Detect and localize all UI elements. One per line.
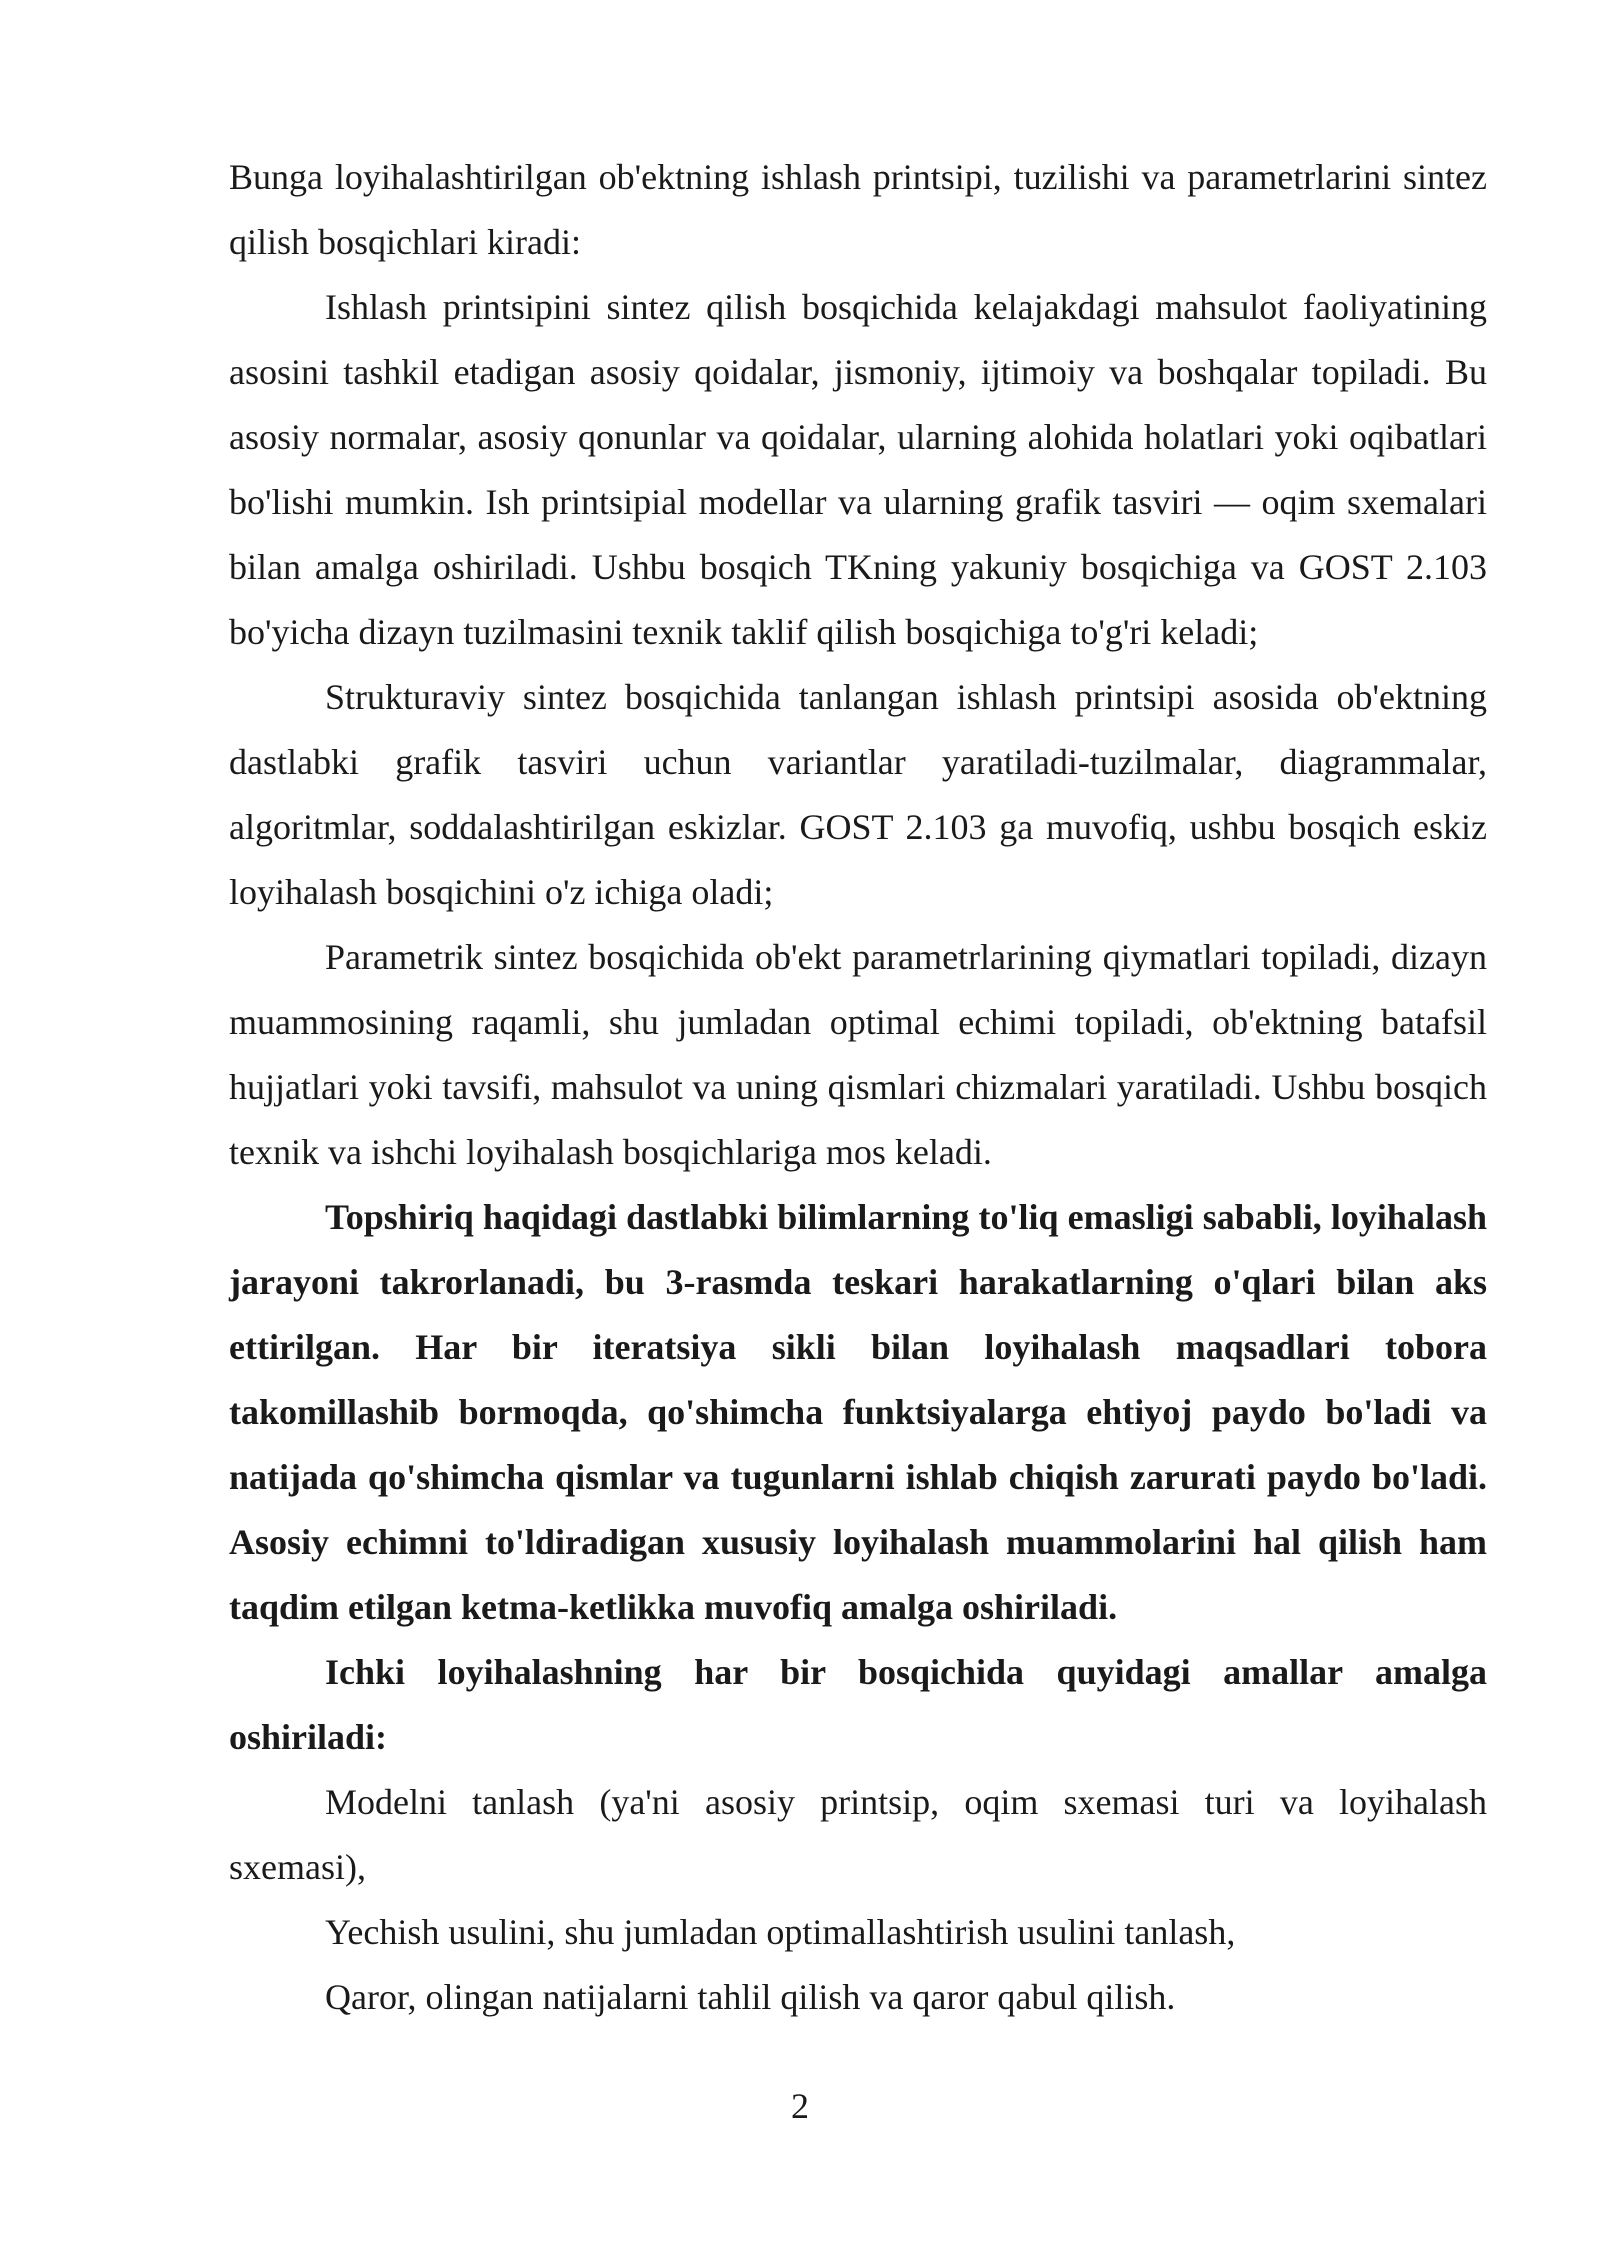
paragraph-intro: Bunga loyihalashtirilgan ob'ektning ishlash printsipi, tuzilishi va parametrlarini sintez qilish bosqichlari kiradi: bbox=[229, 157, 1487, 262]
list-item-method-selection: Yechish usulini, shu jumladan optimallashtirish usulini tanlash, bbox=[325, 1912, 1236, 1952]
paragraph-parametric-synthesis: Parametrik sintez bosqichida ob'ekt parametrlarining qiymatlari topiladi, dizayn muammosining raqamli, shu jumladan optimal echimi topiladi, ob'ektning batafsil hujjatlari yoki tavsifi, mahsulot va uning qismlari chizmalari yaratiladi. Ushbu bosqich texnik va ishchi loyihalash bosqichlariga mos keladi. bbox=[229, 937, 1487, 1172]
page-number: 2 bbox=[791, 2086, 809, 2126]
paragraph-structural-synthesis: Strukturaviy sintez bosqichida tanlangan ishlash printsipi asosida ob'ektning dastlabki grafik tasviri uchun variantlar yaratiladi-tuzilmalar, diagrammalar, algoritmlar, soddalashtirilgan eskizlar. GOST 2.103 ga muvofiq, ushbu bosqich eskiz loyihalash bosqichini o'z ichiga oladi; bbox=[229, 677, 1487, 912]
paragraph-internal-design-heading: Ichki loyihalashning har bir bosqichida quyidagi amallar amalga oshiriladi: bbox=[229, 1652, 1487, 1757]
body-text bbox=[229, 145, 1487, 2030]
list-item-model-selection: Modelni tanlash (ya'ni asosiy printsip, oqim sxemasi turi va loyihalash sxemasi), bbox=[229, 1782, 1487, 1887]
paragraph-principle-synthesis: Ishlash printsipini sintez qilish bosqichida kelajakdagi mahsulot faoliyatining asosini tashkil etadigan asosiy qoidalar, jismoniy, ijtimoiy va boshqalar topiladi. Bu asosiy normalar, asosiy qonunlar va qoidalar, ularning alohida holatlari yoki oqibatlari bo'lishi mumkin. Ish printsipial modellar va ularning grafik tasviri — oqim sxemalari bilan amalga oshiriladi. Ushbu bosqich TKning yakuniy bosqichiga va GOST 2.103 bo'yicha dizayn tuzilmasini texnik taklif qilish bosqichiga to'g'ri keladi; bbox=[229, 287, 1487, 652]
paragraph-iteration: Topshiriq haqidagi dastlabki bilimlarning to'liq emasligi sababli, loyihalash jarayoni takrorlanadi, bu 3-rasmda teskari harakatlarning o'qlari bilan aks ettirilgan. Har bir iteratsiya sikli bilan loyihalash maqsadlari tobora takomillashib bormoqda, qo'shimcha funktsiyalarga ehtiyoj paydo bo'ladi va natijada qo'shimcha qismlar va tugunlarni ishlab chiqish zarurati paydo bo'ladi. Asosiy echimni to'ldiradigan xususiy loyihalash muammolarini hal qilish ham taqdim etilgan ketma-ketlikka muvofiq amalga oshiriladi. bbox=[229, 1197, 1487, 1627]
list-item-decision: Qaror, olingan natijalarni tahlil qilish va qaror qabul qilish. bbox=[325, 1977, 1176, 2017]
